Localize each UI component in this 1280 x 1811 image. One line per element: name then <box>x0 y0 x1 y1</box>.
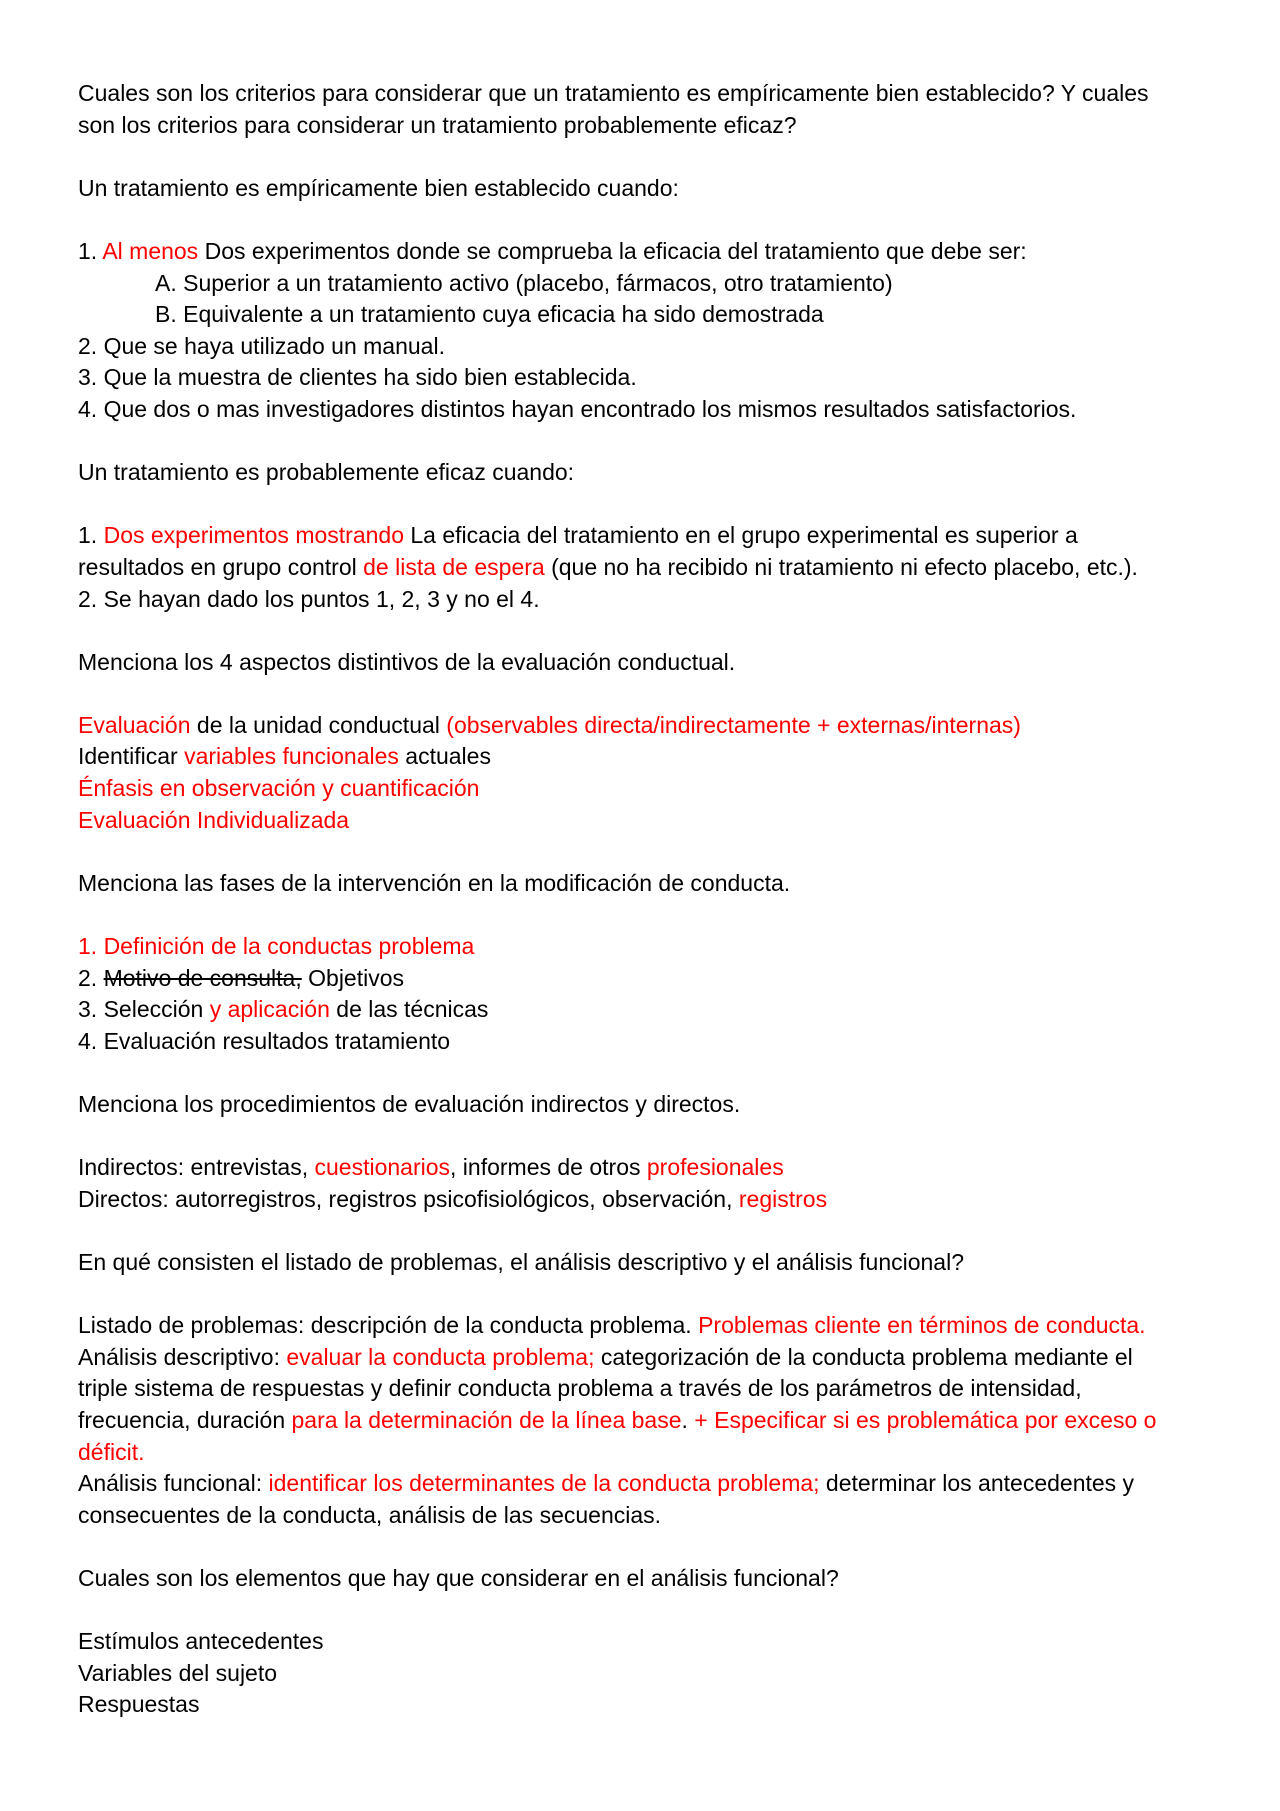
criterion-1-text: Dos experimentos donde se comprueba la eficacia del tratamiento que debe ser: <box>198 237 1027 264</box>
aspect-2-highlight: variables funcionales <box>184 743 399 770</box>
problem-list-highlight: Problemas cliente en términos de conducta. <box>698 1312 1146 1339</box>
probable-1-line2-end: (que no ha recibido ni tratamiento ni efecto placebo, etc.). <box>544 553 1138 580</box>
phase-3-end: de las técnicas <box>329 996 489 1023</box>
aspect-4: Evaluación Individualizada <box>78 806 350 833</box>
descriptive-line-3 <box>78 1405 1208 1437</box>
functional-label: Análisis funcional: <box>78 1470 269 1497</box>
phase-4: 4. Evaluación resultados tratamiento <box>78 1027 451 1054</box>
descriptive-line3-start: frecuencia, duración <box>78 1406 292 1433</box>
probable-criterion-1-line-2 <box>78 552 1208 584</box>
aspect-1-highlight: Evaluación <box>78 711 191 738</box>
descriptive-highlight: evaluar la conducta problema; <box>286 1343 595 1370</box>
probable-1-line2-highlight: de lista de espera <box>363 553 545 580</box>
probable-1-highlight: Dos experimentos mostrando <box>103 522 404 549</box>
probable-criterion-2: 2. Se hayan dado los puntos 1, 2, 3 y no el 4. <box>78 585 540 612</box>
indirect-start: Indirectos: entrevistas, <box>78 1154 315 1181</box>
criterion-1-a: A. Superior a un tratamiento activo (placebo, fármacos, otro tratamiento) <box>155 269 893 296</box>
indirect-mid: , informes de otros <box>450 1154 647 1181</box>
indirect-highlight-1: cuestionarios <box>314 1154 451 1181</box>
phase-2-struck-text: Motivo de consulta, <box>103 964 302 991</box>
probable-1-number: 1. <box>78 522 104 549</box>
phase-1: 1. Definición de la conductas problema <box>78 933 475 960</box>
phase-2-text: Objetivos <box>301 964 405 991</box>
probable-1-text: La eficacia del tratamiento en el grupo experimental es superior a <box>404 522 1078 549</box>
descriptive-line3-highlight-2: + Especificar si es problemática por exceso o <box>694 1406 1157 1433</box>
phase-3 <box>78 994 1208 1026</box>
phase-2 <box>78 963 1208 995</box>
problem-list-text: Listado de problemas: descripción de la conducta problema. <box>78 1312 699 1339</box>
question-5: En qué consisten el listado de problemas, el análisis descriptivo y el análisis funcional? <box>78 1248 964 1275</box>
aspect-1-highlight-2: (observables directa/indirectamente + externas/internas) <box>446 711 1021 738</box>
criterion-4: 4. Que dos o mas investigadores distintos hayan encontrado los mismos resultados satisfactorios. <box>78 395 1077 422</box>
criterion-1-highlight: Al menos <box>102 237 199 264</box>
aspect-1 <box>78 710 1208 742</box>
document-page <box>78 78 1208 1721</box>
aspect-3: Énfasis en observación y cuantificación <box>78 775 480 802</box>
phase-3-highlight: y aplicación <box>209 996 330 1023</box>
functional-highlight: identificar los determinantes de la conducta problema; <box>268 1470 820 1497</box>
question-1-line-1: Cuales son los criterios para considerar que un tratamiento es empíricamente bien establecido? Y cuales <box>78 80 1149 106</box>
aspect-2-start: Identificar <box>78 743 185 770</box>
functional-line-2: consecuentes de la conducta, análisis de las secuencias. <box>78 1501 662 1528</box>
question-1-line-2: son los criterios para considerar un tratamiento probablemente eficaz? <box>78 111 797 138</box>
criterion-1-b: B. Equivalente a un tratamiento cuya eficacia ha sido demostrada <box>155 301 824 328</box>
question-6: Cuales son los elementos que hay que considerar en el análisis funcional? <box>78 1564 839 1591</box>
descriptive-text: categorización de la conducta problema mediante el <box>594 1343 1133 1370</box>
descriptive-line3-period: . <box>681 1406 695 1433</box>
direct-start: Directos: autorregistros, registros psicofisiológicos, observación, <box>78 1185 739 1212</box>
descriptive-line-2: triple sistema de respuestas y definir conducta problema a través de los parámetros de intensidad, <box>78 1375 1082 1402</box>
probable-criterion-1 <box>78 520 1208 552</box>
direct-procedures <box>78 1184 1208 1216</box>
functional-text: determinar los antecedentes y <box>819 1470 1135 1497</box>
indirect-procedures <box>78 1152 1208 1184</box>
problem-list <box>78 1310 1208 1342</box>
phase-2-number: 2. <box>78 964 104 991</box>
element-3: Respuestas <box>78 1691 200 1718</box>
descriptive-line-4: déficit. <box>78 1438 145 1465</box>
phase-3-start: 3. Selección <box>78 996 210 1023</box>
question-3: Menciona las fases de la intervención en la modificación de conducta. <box>78 869 791 896</box>
probable-intro: Un tratamiento es probablemente eficaz cuando: <box>78 459 575 486</box>
criterion-1 <box>78 236 1208 268</box>
probable-1-line2-start: resultados en grupo control <box>78 553 364 580</box>
indirect-highlight-2: profesionales <box>646 1154 784 1181</box>
aspect-2 <box>78 741 1208 773</box>
aspect-1-text: de la unidad conductual <box>190 711 447 738</box>
functional-analysis <box>78 1468 1208 1500</box>
element-1: Estímulos antecedentes <box>78 1628 324 1655</box>
element-2: Variables del sujeto <box>78 1659 278 1686</box>
aspect-2-end: actuales <box>398 743 491 770</box>
question-4: Menciona los procedimientos de evaluación indirectos y directos. <box>78 1091 741 1117</box>
criterion-2: 2. Que se haya utilizado un manual. <box>78 332 445 359</box>
question-2: Menciona los 4 aspectos distintivos de la evaluación conductual. <box>78 648 736 675</box>
criterion-1-number: 1. <box>78 237 103 264</box>
descriptive-label: Análisis descriptivo: <box>78 1343 287 1370</box>
criteria-intro: Un tratamiento es empíricamente bien establecido cuando: <box>78 174 679 201</box>
descriptive-line3-highlight: para la determinación de la línea base <box>291 1406 682 1433</box>
descriptive-analysis <box>78 1342 1208 1374</box>
direct-highlight: registros <box>738 1185 828 1212</box>
criterion-3: 3. Que la muestra de clientes ha sido bien establecida. <box>78 364 637 391</box>
